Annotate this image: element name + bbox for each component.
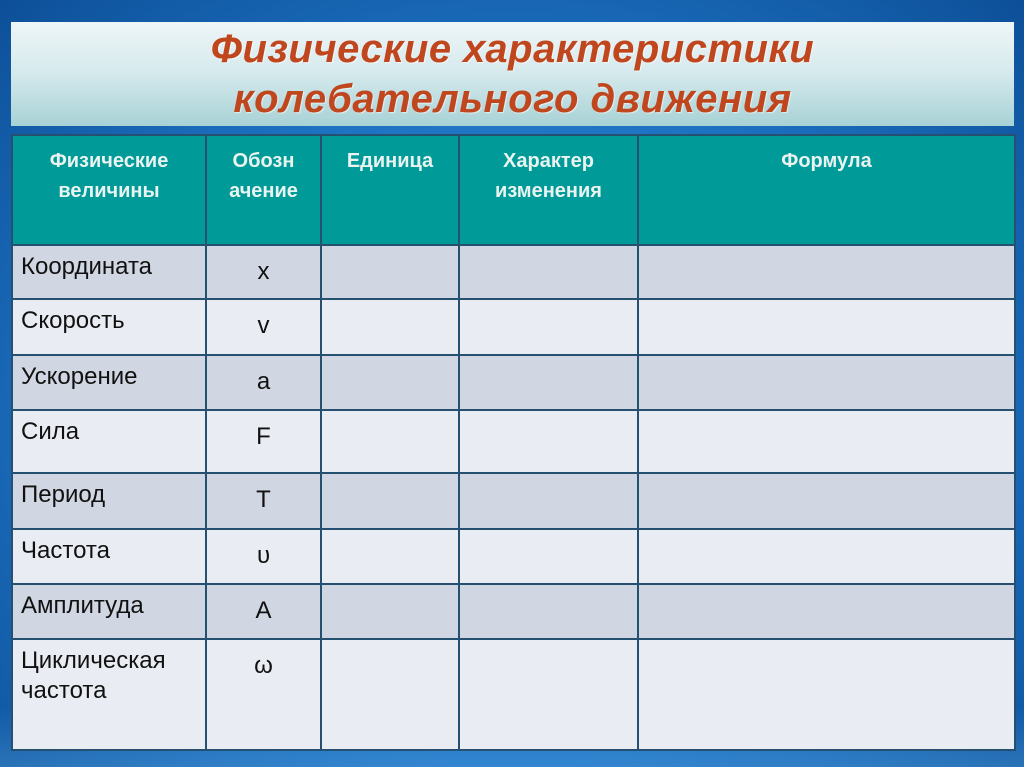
quantity-name: Амплитуда — [12, 584, 206, 639]
unit-cell — [321, 245, 459, 299]
quantity-name: Частота — [12, 529, 206, 584]
quantity-name: Период — [12, 473, 206, 528]
header-physical-quantities: Физические величины — [12, 135, 206, 245]
header-change-character: Характер изменения — [459, 135, 638, 245]
header-symbol: Обозн ачение — [206, 135, 321, 245]
quantity-name: Ускорение — [12, 355, 206, 410]
formula-cell — [638, 529, 1015, 584]
table-row — [12, 299, 1015, 354]
slide-title-line-1: Физические характеристики — [210, 27, 815, 71]
formula-cell — [638, 639, 1015, 750]
unit-cell — [321, 355, 459, 410]
quantity-name: Циклическая частота — [12, 639, 206, 750]
table-row — [12, 584, 1015, 639]
table-row — [12, 473, 1015, 528]
unit-cell — [321, 473, 459, 528]
header-unit: Единица — [321, 135, 459, 245]
change-cell — [459, 299, 638, 354]
unit-cell — [321, 584, 459, 639]
change-cell — [459, 355, 638, 410]
change-cell — [459, 245, 638, 299]
quantity-symbol: v — [206, 299, 321, 354]
quantity-name: Координата — [12, 245, 206, 299]
quantity-symbol: x — [206, 245, 321, 299]
unit-cell — [321, 410, 459, 473]
table-row — [12, 639, 1015, 750]
change-cell — [459, 639, 638, 750]
unit-cell — [321, 299, 459, 354]
unit-cell — [321, 529, 459, 584]
header-formula: Формула — [638, 135, 1015, 245]
change-cell — [459, 529, 638, 584]
formula-cell — [638, 299, 1015, 354]
table-header-row — [12, 135, 1015, 245]
quantity-name: Скорость — [12, 299, 206, 354]
change-cell — [459, 410, 638, 473]
unit-cell — [321, 639, 459, 750]
quantity-symbol: ω — [206, 639, 321, 750]
quantity-symbol: a — [206, 355, 321, 410]
formula-cell — [638, 245, 1015, 299]
quantity-symbol: F — [206, 410, 321, 473]
quantity-symbol: A — [206, 584, 321, 639]
formula-cell — [638, 410, 1015, 473]
quantity-symbol: υ — [206, 529, 321, 584]
formula-cell — [638, 473, 1015, 528]
table-row — [12, 245, 1015, 299]
formula-cell — [638, 355, 1015, 410]
quantity-name: Сила — [12, 410, 206, 473]
title-panel — [11, 22, 1014, 126]
formula-cell — [638, 584, 1015, 639]
slide-title-line-2: колебательного движения — [233, 77, 792, 121]
table-row — [12, 355, 1015, 410]
characteristics-table — [11, 134, 1016, 751]
quantity-symbol: T — [206, 473, 321, 528]
change-cell — [459, 473, 638, 528]
change-cell — [459, 584, 638, 639]
table-row — [12, 410, 1015, 473]
table-row — [12, 529, 1015, 584]
